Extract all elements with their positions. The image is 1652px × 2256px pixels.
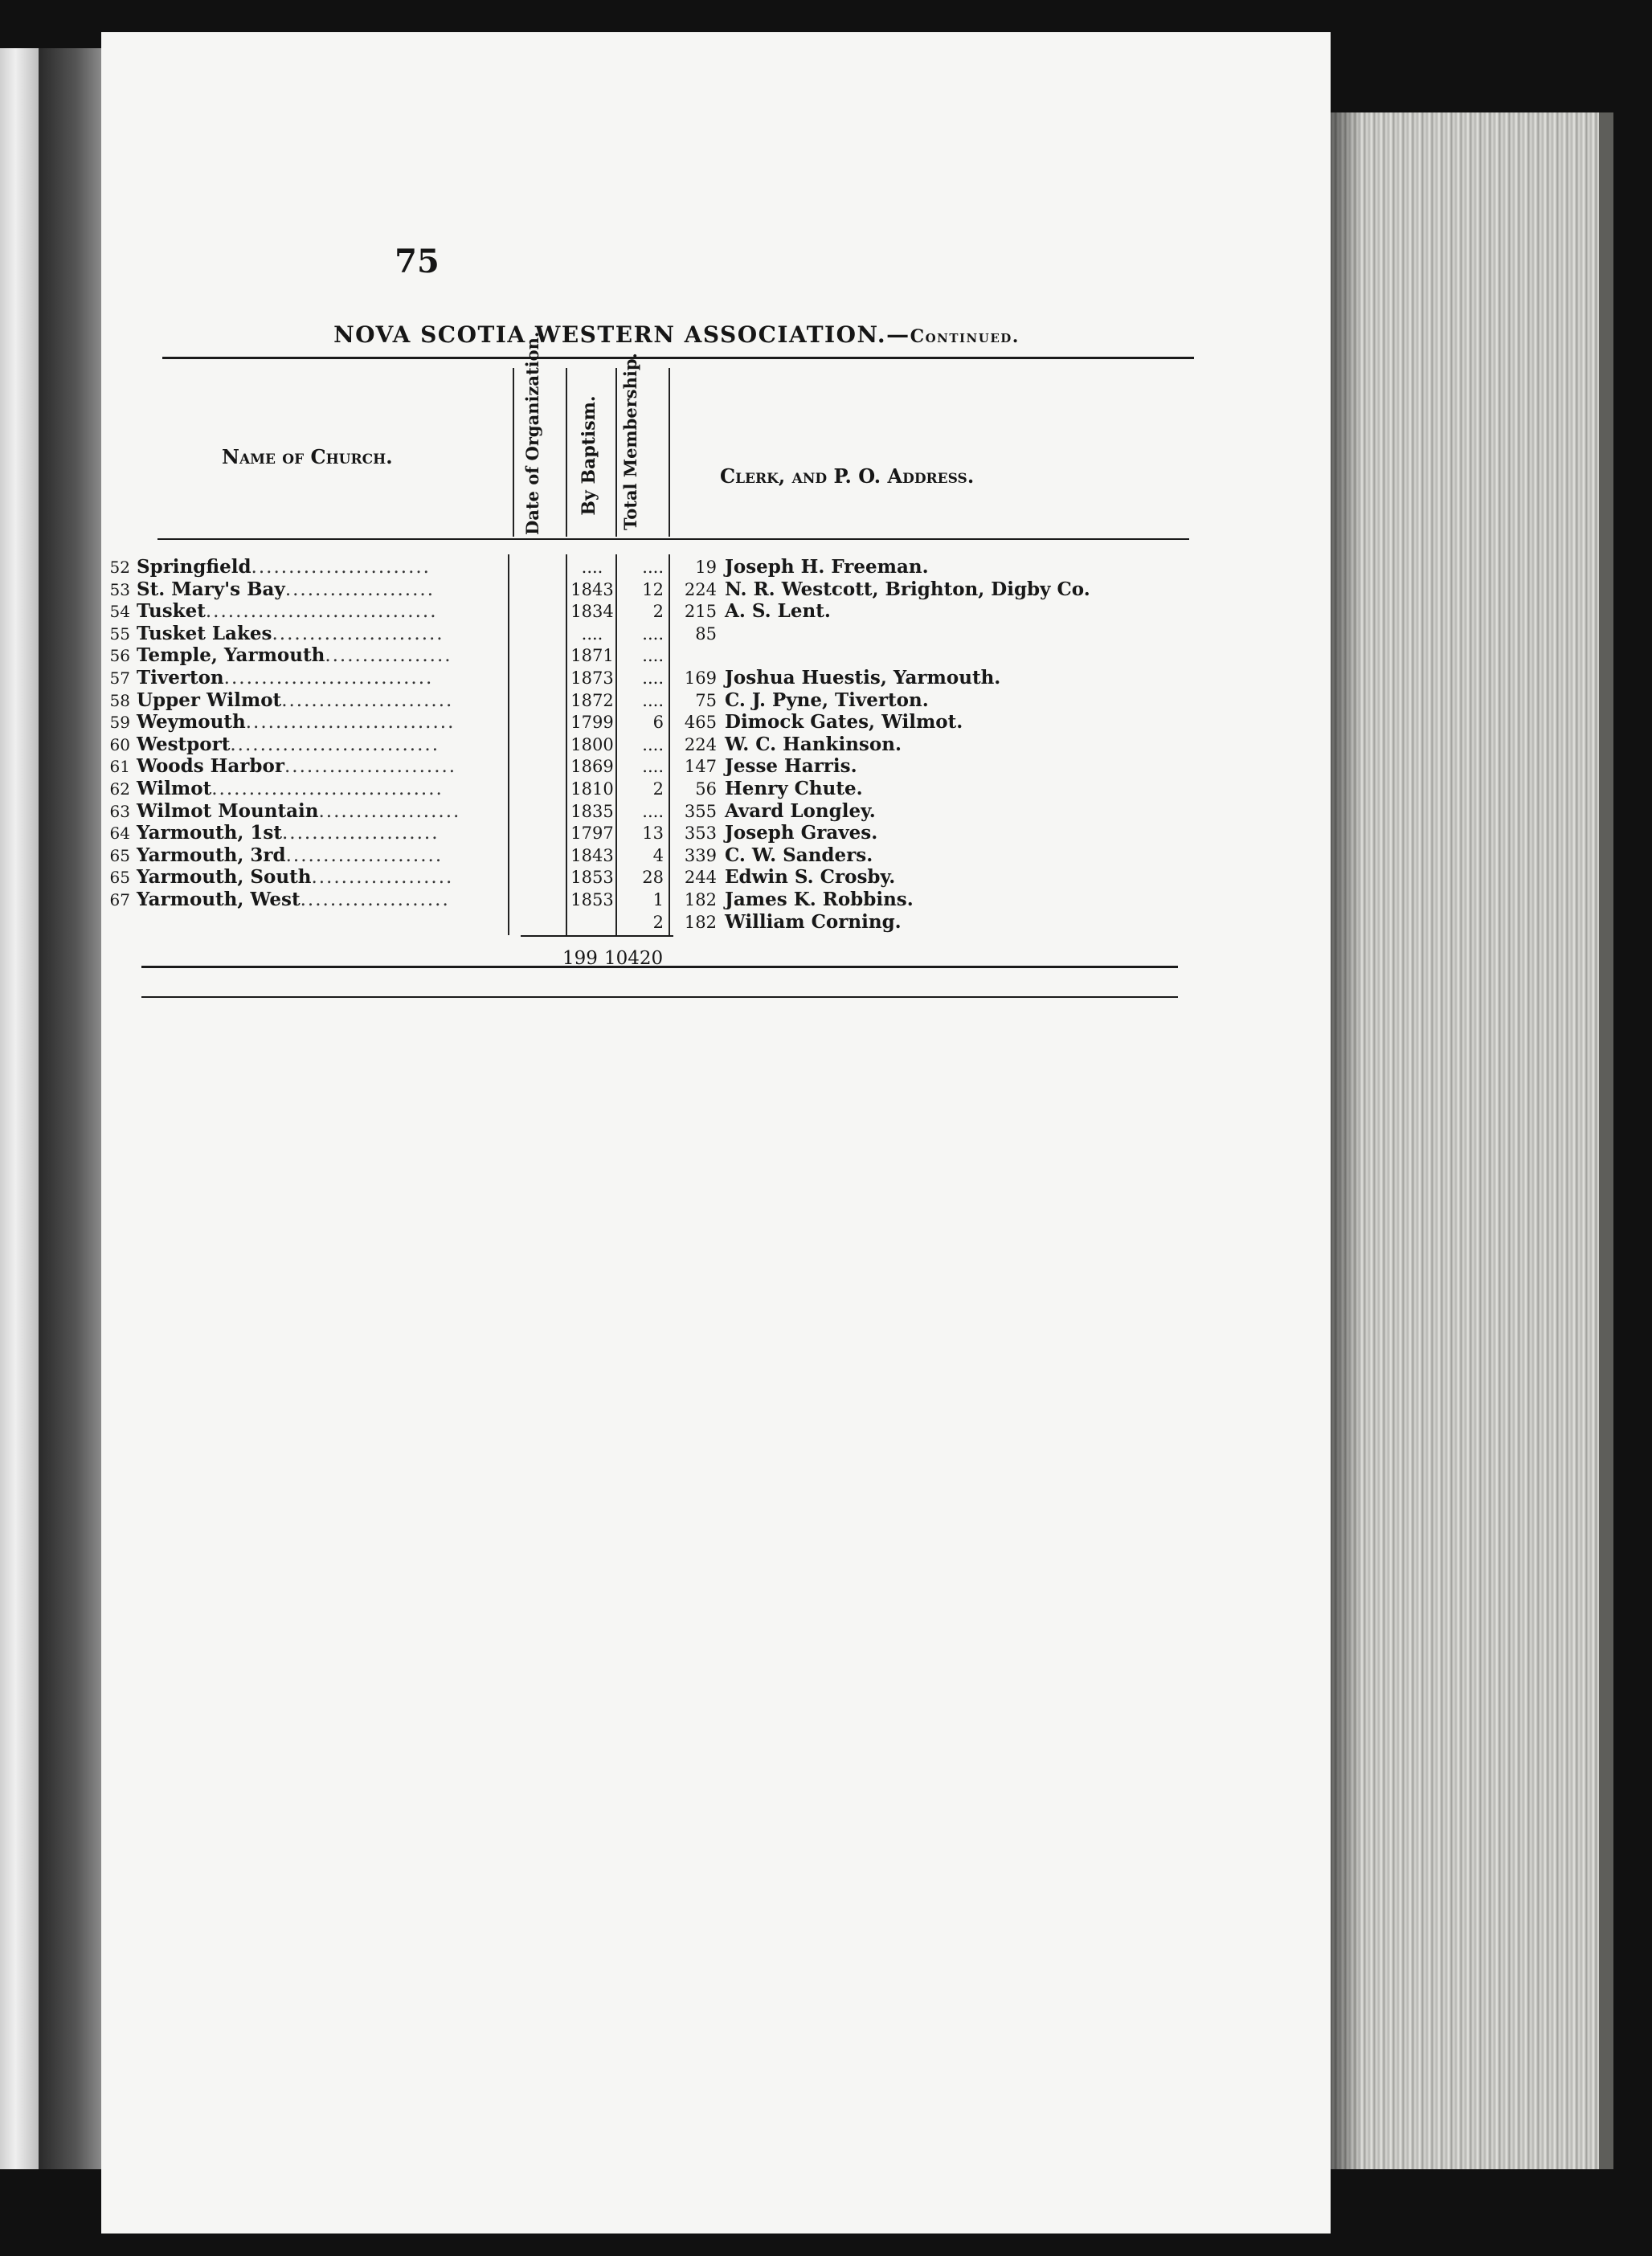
header-church-name: Name of Church. — [222, 445, 393, 468]
clerk-address: Edwin S. Crosby. — [725, 866, 896, 889]
body-divider-clerk — [669, 554, 670, 935]
organization-date: .... — [581, 558, 603, 577]
row-number: 65 — [109, 868, 130, 888]
baptism-count: 2 — [652, 602, 664, 622]
membership-count: 56 — [695, 779, 717, 799]
association-heading — [275, 321, 1078, 348]
clerk-address: James K. Robbins. — [725, 889, 914, 910]
organization-date: 1843 — [570, 845, 614, 865]
membership-count: 19 — [695, 558, 717, 577]
clerk-address: N. R. Westcott, Brighton, Digby Co. — [725, 578, 1090, 600]
church-name — [137, 623, 554, 645]
organization-date: 1810 — [570, 779, 614, 799]
clerk-address: C. J. Pyne, Tiverton. — [725, 689, 929, 711]
church-name-text: Tusket — [137, 600, 206, 623]
church-name-text: Wilmot — [137, 778, 212, 799]
organization-date: 1853 — [570, 890, 614, 909]
baptism-count: .... — [642, 801, 664, 821]
row-number: 60 — [109, 734, 130, 754]
edge-shadow — [1331, 112, 1363, 2169]
totals-top-rule — [521, 935, 673, 937]
leader-dots: ................... — [311, 867, 454, 889]
leader-dots: ................. — [325, 645, 452, 667]
total-membership: 10420 — [604, 948, 664, 969]
row-number: 54 — [109, 602, 130, 622]
organization-date: 1843 — [570, 579, 614, 599]
clerk-address: Joseph H. Freeman. — [725, 556, 929, 578]
church-name — [137, 778, 554, 800]
membership-count: 169 — [684, 668, 717, 688]
leader-dots: ..................... — [282, 823, 440, 844]
row-number: 53 — [109, 579, 130, 599]
clerk-address: Henry Chute. — [725, 778, 863, 799]
left-page-edge — [0, 48, 39, 2169]
leader-dots: ............................ — [245, 712, 456, 734]
membership-count: 182 — [684, 890, 717, 909]
row-number: 62 — [109, 779, 130, 799]
header-clerk: Clerk, and P. O. Address. — [720, 464, 975, 488]
baptism-count: 1 — [652, 890, 664, 909]
membership-count: 215 — [684, 602, 717, 622]
organization-date: 1872 — [570, 690, 614, 710]
col-divider-1 — [513, 368, 514, 537]
baptism-count: .... — [642, 623, 664, 644]
baptism-count: 4 — [652, 845, 664, 865]
row-number: 59 — [109, 713, 130, 733]
church-name-text: Wilmot Mountain — [137, 799, 319, 822]
membership-count: 244 — [684, 868, 717, 888]
baptism-count: 2 — [652, 912, 664, 932]
membership-count: 355 — [684, 801, 717, 821]
clerk-address: Avard Longley. — [725, 799, 876, 822]
book-gutter — [39, 48, 101, 2169]
row-number: 56 — [109, 646, 130, 666]
leader-dots: ....................... — [281, 689, 454, 711]
leader-dots: ..................... — [285, 844, 444, 866]
church-name-text: Yarmouth, South — [137, 866, 312, 889]
organization-date: .... — [581, 623, 603, 644]
organization-date: 1800 — [570, 734, 614, 754]
church-name — [137, 556, 554, 578]
organization-date: 1834 — [570, 602, 614, 622]
row-number: 64 — [109, 824, 130, 844]
church-name-text: Woods Harbor — [137, 755, 284, 778]
leader-dots: .................... — [300, 889, 450, 910]
page-number: 75 — [395, 243, 440, 280]
clerk-address: William Corning. — [725, 910, 902, 933]
organization-date: 1799 — [570, 713, 614, 733]
church-name — [137, 578, 554, 601]
clerk-address: Dimock Gates, Wilmot. — [725, 711, 963, 734]
clerk-address: A. S. Lent. — [725, 600, 831, 623]
clerk-address: Joseph Graves. — [725, 822, 878, 844]
leader-dots: ....................... — [284, 756, 457, 778]
organization-date: 1835 — [570, 801, 614, 821]
organization-date: 1873 — [570, 668, 614, 688]
membership-count: 85 — [695, 623, 717, 644]
church-name — [137, 844, 554, 867]
church-name-text: St. Mary's Bay — [137, 578, 285, 600]
row-number: 55 — [109, 623, 130, 644]
leader-dots: ............................ — [223, 668, 434, 689]
col-divider-4 — [669, 368, 670, 537]
heading-main: NOVA SCOTIA WESTERN ASSOCIATION.— — [333, 321, 910, 348]
row-number: 57 — [109, 668, 130, 688]
membership-count: 353 — [684, 824, 717, 844]
church-name — [137, 889, 554, 911]
baptism-count: 12 — [642, 579, 664, 599]
leader-dots: ............................ — [230, 734, 440, 755]
header-baptism: By Baptism. — [579, 395, 599, 516]
church-name — [137, 866, 554, 889]
organization-date: 1853 — [570, 868, 614, 888]
church-name — [137, 800, 554, 823]
church-name-text: Weymouth — [137, 711, 246, 734]
leader-dots: ............................... — [211, 779, 444, 799]
church-name-text: Springfield — [137, 556, 251, 578]
church-name — [137, 755, 554, 778]
leader-dots: ............................... — [205, 601, 438, 623]
baptism-count: .... — [642, 668, 664, 688]
clerk-address: Joshua Huestis, Yarmouth. — [725, 667, 1001, 689]
membership-count: 75 — [695, 690, 717, 710]
church-name — [137, 734, 554, 756]
leader-dots: ........................ — [251, 557, 431, 578]
membership-count: 339 — [684, 845, 717, 865]
church-name — [137, 644, 554, 667]
clerk-address: W. C. Hankinson. — [725, 733, 902, 755]
membership-count: 147 — [684, 757, 717, 777]
baptism-count: .... — [642, 558, 664, 577]
heading-continued: Continued. — [910, 326, 1020, 347]
baptism-count: .... — [642, 646, 664, 666]
row-number: 58 — [109, 690, 130, 710]
church-name-text: Yarmouth, 1st — [137, 822, 282, 844]
church-name-text: Upper Wilmot — [137, 689, 282, 711]
membership-count: 465 — [684, 713, 717, 733]
row-number: 67 — [109, 890, 130, 909]
clerk-address: Jesse Harris. — [725, 755, 857, 778]
membership-count: 224 — [684, 734, 717, 754]
baptism-count: .... — [642, 690, 664, 710]
church-name-text: Tusket Lakes — [137, 622, 272, 644]
col-divider-3 — [615, 368, 617, 537]
row-number: 61 — [109, 757, 130, 777]
church-name — [137, 711, 554, 734]
church-name-text: Westport — [137, 733, 231, 755]
organization-date: 1797 — [570, 824, 614, 844]
church-name — [137, 667, 554, 689]
baptism-count: 28 — [642, 868, 664, 888]
baptism-count: .... — [642, 757, 664, 777]
organization-date: 1869 — [570, 757, 614, 777]
baptism-count: .... — [642, 734, 664, 754]
clerk-address: C. W. Sanders. — [725, 844, 873, 866]
header-membership: Total Membership. — [620, 353, 640, 530]
bottom-rule-2 — [141, 996, 1178, 998]
leader-dots: .................... — [284, 578, 435, 600]
leader-dots: ................... — [318, 800, 461, 822]
book-page — [101, 32, 1331, 2234]
top-rule — [162, 357, 1194, 359]
total-baptism: 199 — [562, 948, 598, 969]
baptism-count: 2 — [652, 779, 664, 799]
header-bottom-rule — [157, 538, 1189, 540]
organization-date: 1871 — [570, 646, 614, 666]
leader-dots: ....................... — [272, 623, 444, 644]
church-name — [137, 600, 554, 623]
baptism-count: 6 — [652, 713, 664, 733]
church-name-text: Tiverton — [137, 667, 224, 689]
membership-count: 182 — [684, 912, 717, 932]
church-name-text: Yarmouth, West — [137, 889, 301, 910]
church-name-text: Temple, Yarmouth — [137, 644, 325, 667]
membership-count: 224 — [684, 579, 717, 599]
church-name — [137, 689, 554, 712]
row-number: 65 — [109, 845, 130, 865]
bottom-rule — [141, 966, 1178, 968]
row-number: 52 — [109, 558, 130, 577]
baptism-count: 13 — [642, 824, 664, 844]
church-name — [137, 822, 554, 844]
church-name-text: Yarmouth, 3rd — [137, 844, 286, 866]
row-number: 63 — [109, 801, 130, 821]
header-date: Date of Organization. — [522, 331, 542, 535]
col-divider-2 — [566, 368, 567, 537]
